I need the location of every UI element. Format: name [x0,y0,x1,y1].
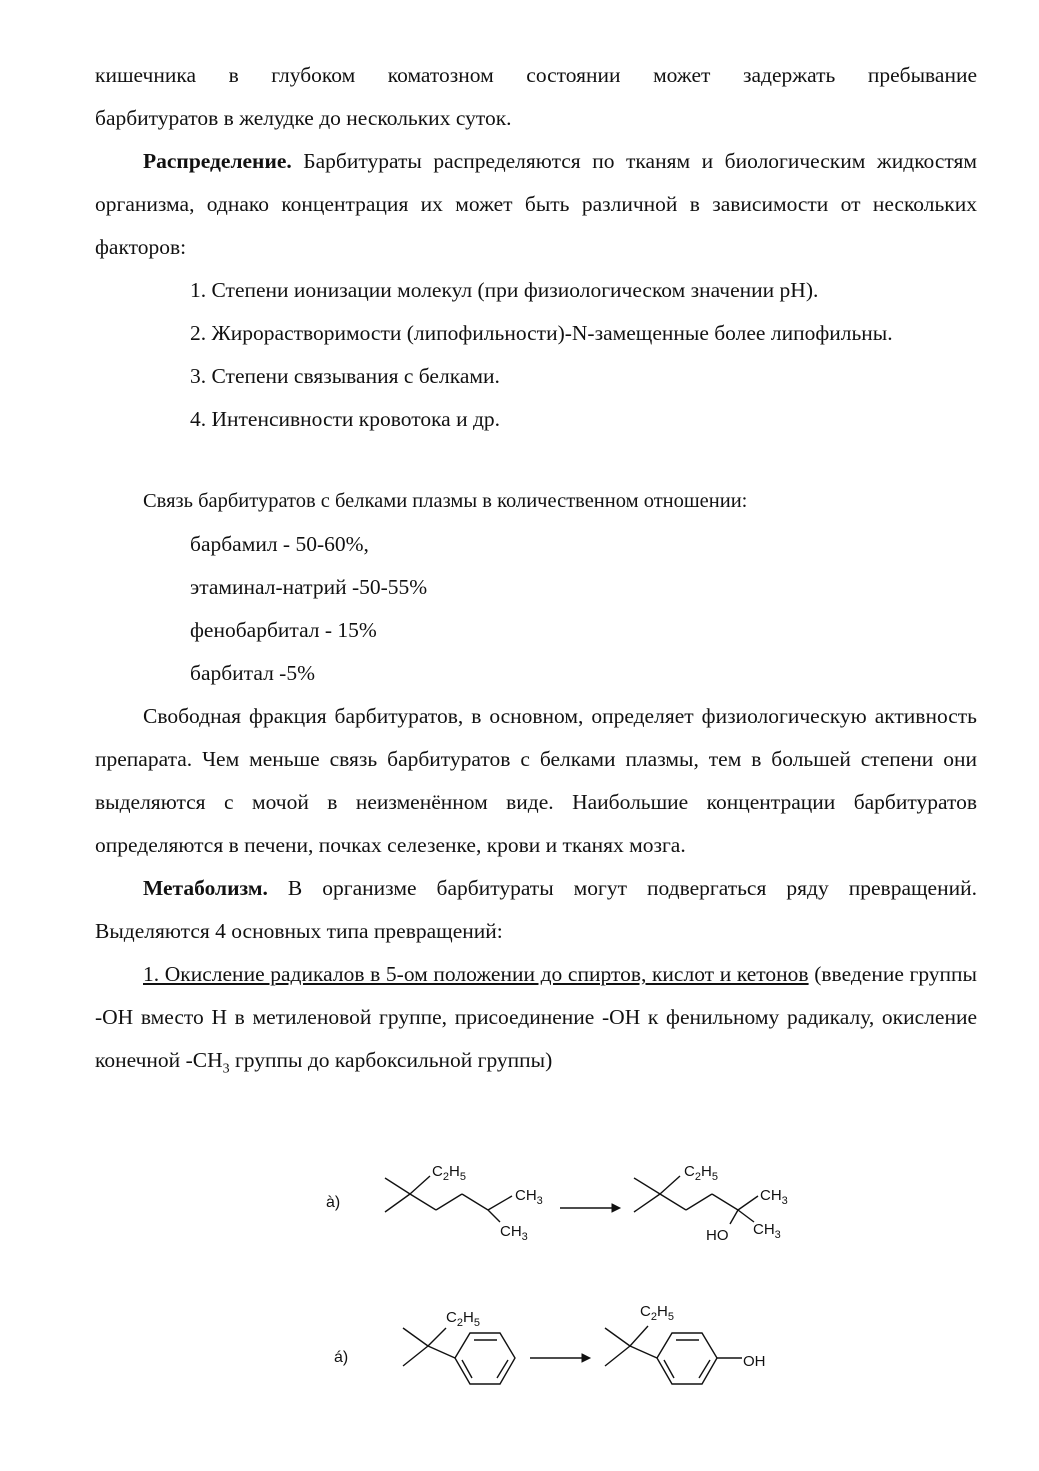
paragraph-free-fraction: Свободная фракция барбитуратов, в основном, определяет физиологическую активность препарата. Чем меньше связь барбитуратов с белками плазмы, тем в большей степени они выделяются с мочой в неизменённом виде. Наибольшие концентрации барбитуратов определяются в печени, почках селезенке, крови и тканях мозга. [95,704,977,857]
methyl-label: $CH_3$ [753,1221,781,1241]
paragraph-distribution: Распределение. Барбитураты распределяются по тканям и биологическим жидкостям организма, однако концентрация их может быть различной в зависимости от нескольких факторов: [95,149,977,259]
ethyl-label: $C_2H_5$ [640,1303,674,1323]
oxidation-heading: 1. Окисление радикалов в 5-ом положении до спиртов, кислот и кетонов [143,962,809,986]
ethyl-label: $C_2H_5$ [684,1163,718,1183]
metabolism-heading: Метаболизм. [143,876,268,900]
scheme-b-product [605,1326,742,1384]
binding-item: этаминал-натрий -50-55% [190,575,428,599]
scheme-a-label: à) [326,1194,341,1211]
scheme-a-product [634,1176,758,1224]
list-item: 3. Степени связывания с белками. [190,364,500,388]
ethyl-label: $C_2H_5$ [432,1163,466,1183]
hydroxyl-label: OH [743,1353,766,1370]
list-item: 2. Жирорастворимости (липофильности)-N-замещенные более липофильны. [190,321,893,345]
hydroxyl-label: HO [706,1227,729,1244]
ethyl-label: $C_2H_5$ [446,1309,480,1329]
scheme-b-reactant [403,1328,515,1384]
distribution-heading: Распределение. [143,149,292,173]
methyl-label: $CH_3$ [760,1187,788,1207]
paragraph-oxidation: 1. Окисление радикалов в 5-ом положении до спиртов, кислот и кетонов (введение группы -ОН вместо Н в метиленовой группе, присоединение -ОН к фенильному радикалу, окисление конечной $-СН_3$ группы до карбоксильной группы) [95,962,978,1077]
binding-item: фенобарбитал - 15% [190,618,377,642]
list-item: 1. Степени ионизации молекул (при физиологическом значении pH). [190,278,819,302]
scheme-b-label: á) [334,1349,349,1366]
methyl-label: $CH_3$ [515,1187,543,1207]
methyl-label: $CH_3$ [500,1223,528,1243]
paragraph-intestine: кишечника в глубоком коматозном состоянии может задержать пребывание [95,63,977,87]
binding-item: барбамил - 50-60%, [190,532,369,556]
paragraph-metabolism: Метаболизм. В организме барбитураты могут подвергаться ряду превращений. Выделяются 4 основных типа превращений: [95,876,977,943]
paragraph-intestine-end: барбитуратов в желудке до нескольких суток. [95,106,512,130]
binding-item: барбитал -5% [190,661,315,685]
list-item: 4. Интенсивности кровотока и др. [190,407,501,431]
binding-title: Связь барбитуратов с белками плазмы в количественном отношении: [143,490,748,512]
